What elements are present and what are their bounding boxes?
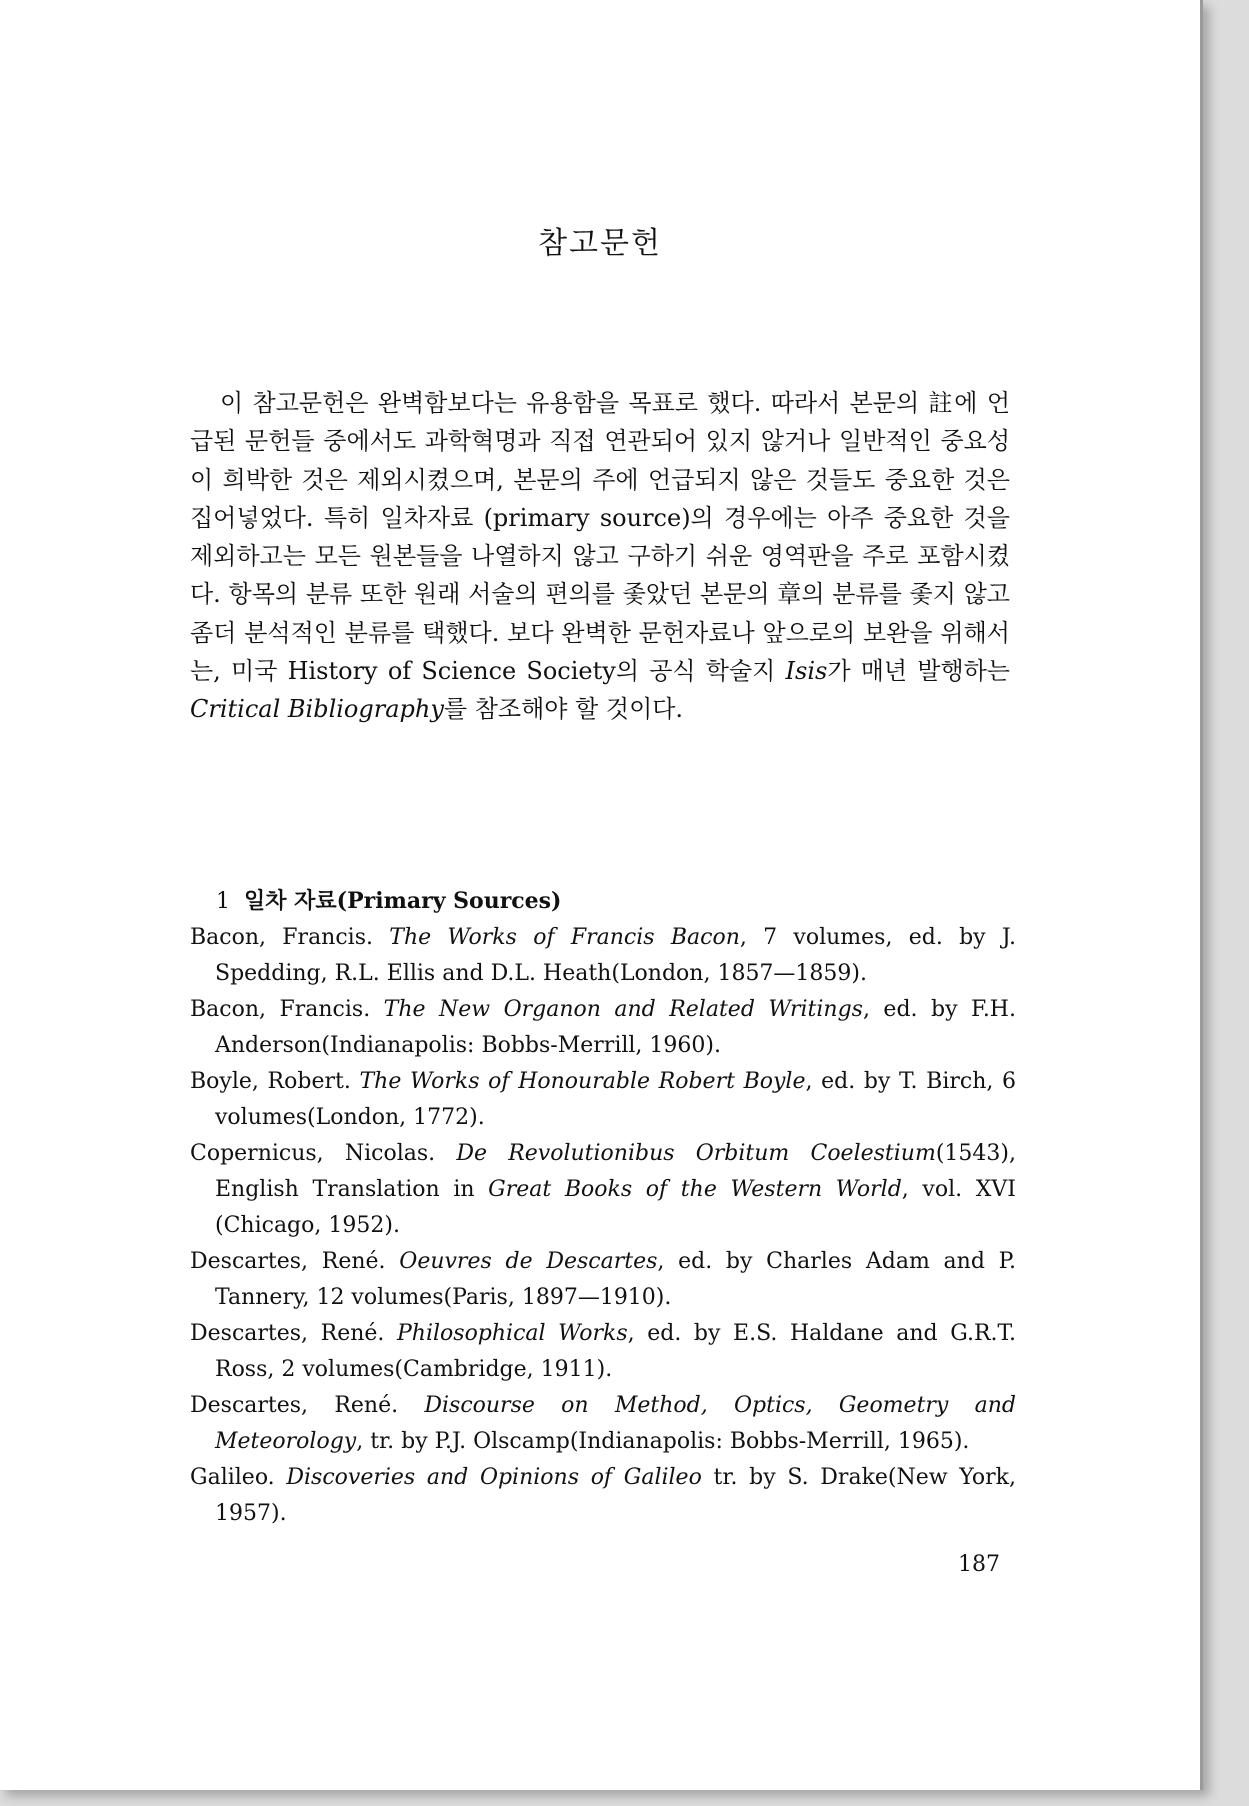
reference-details: , tr. by P.J. Olscamp(Indianapolis: Bobbs-Merrill, 1965).	[356, 1429, 970, 1454]
intro-text-2: 가 매년 발행하는	[827, 657, 1010, 686]
section-title: 일차 자료(Primary Sources)	[244, 888, 562, 914]
reference-details-2: , vol. XVI (Chicago, 1952).	[215, 1177, 1016, 1238]
intro-journal-title: Isis	[785, 657, 828, 686]
reference-details: (1543), English Translation in	[215, 1141, 1016, 1202]
reference-details: , 7 volumes, ed. by J. Spedding, R.L. Ellis and D.L. Heath(London, 1857—1859).	[215, 925, 1016, 986]
reference-entry	[190, 1244, 1016, 1316]
reference-author: Galileo.	[190, 1465, 287, 1490]
reference-author: Bacon, Francis.	[190, 997, 384, 1022]
page-number: 187	[958, 1552, 1000, 1577]
reference-list	[190, 920, 1016, 1532]
reference-entry	[190, 1064, 1016, 1136]
reference-work-title: Discourse on Method, Optics, Geometry and Meteorology	[215, 1393, 1016, 1454]
section-heading	[216, 884, 561, 915]
reference-entry	[190, 920, 1016, 992]
page-title: 참고문헌	[538, 226, 662, 261]
reference-work-title: Oeuvres de Descartes	[399, 1249, 658, 1274]
reference-details: tr. by S. Drake(New York, 1957).	[215, 1465, 1016, 1526]
reference-work-title: The New Organon and Related Writings	[383, 997, 863, 1022]
reference-work-title: Philosophical Works	[396, 1321, 628, 1346]
reference-author: Descartes, René.	[190, 1321, 397, 1346]
intro-paragraph	[190, 384, 1010, 729]
reference-entry	[190, 1316, 1016, 1388]
intro-bibliography-title: Critical Bibliography	[190, 695, 444, 724]
reference-work-title: The Works of Francis Bacon	[389, 925, 740, 950]
reference-details: , ed. by E.S. Haldane and G.R.T. Ross, 2 volumes(Cambridge, 1911).	[215, 1321, 1016, 1382]
reference-author: Copernicus, Nicolas.	[190, 1141, 457, 1166]
reference-work-title: De Revolutionibus Orbitum Coelestium	[456, 1141, 936, 1166]
reference-collection-title: Great Books of the Western World	[488, 1177, 902, 1202]
reference-work-title: Discoveries and Opinions of Galileo	[286, 1465, 702, 1490]
reference-details: , ed. by F.H. Anderson(Indianapolis: Bobbs-Merrill, 1960).	[215, 997, 1016, 1058]
reference-details: , ed. by T. Birch, 6 volumes(London, 1772).	[215, 1069, 1017, 1130]
reference-author: Boyle, Robert.	[190, 1069, 360, 1094]
reference-entry	[190, 1136, 1016, 1244]
intro-text-3: 를 참조해야 할 것이다.	[443, 695, 684, 724]
intro-text-1: 이 참고문헌은 완벽함보다는 유용함을 목표로 했다. 따라서 본문의 註에 언급된 문헌들 중에서도 과학혁명과 직접 연관되어 있지 않거나 일반적인 중요성이 희박한 것은 제외시켰으며, 본문의 주에 언급되지 않은 것들도 중요한 것은 집어넣었다. 특히 일차자료 (primary source)의 경우에는 아주 중요한 것을 제외하고는 모든 원본들을 나열하지 않고 구하기 쉬운 영역판을 주로 포함시켰다. 항목의 분류 또한 원래 서술의 편의를 좇았던 본문의 章의 분류를 좇지 않고 좀더 분석적인 분류를 택했다. 보다 완벽한 문헌자료나 앞으로의 보완을 위해서는, 미국 History of Science Society의 공식 학술지	[190, 389, 1010, 686]
reference-author: Bacon, Francis.	[190, 925, 390, 950]
reference-entry	[190, 1388, 1016, 1460]
reference-entry	[190, 1460, 1016, 1532]
reference-author: Descartes, René.	[190, 1249, 400, 1274]
reference-work-title: The Works of Honourable Robert Boyle	[359, 1069, 806, 1094]
reference-author: Descartes, René.	[190, 1393, 425, 1418]
reference-details: , ed. by Charles Adam and P. Tannery, 12 volumes(Paris, 1897—1910).	[215, 1249, 1016, 1310]
reference-entry	[190, 992, 1016, 1064]
section-number: 1	[216, 889, 230, 914]
